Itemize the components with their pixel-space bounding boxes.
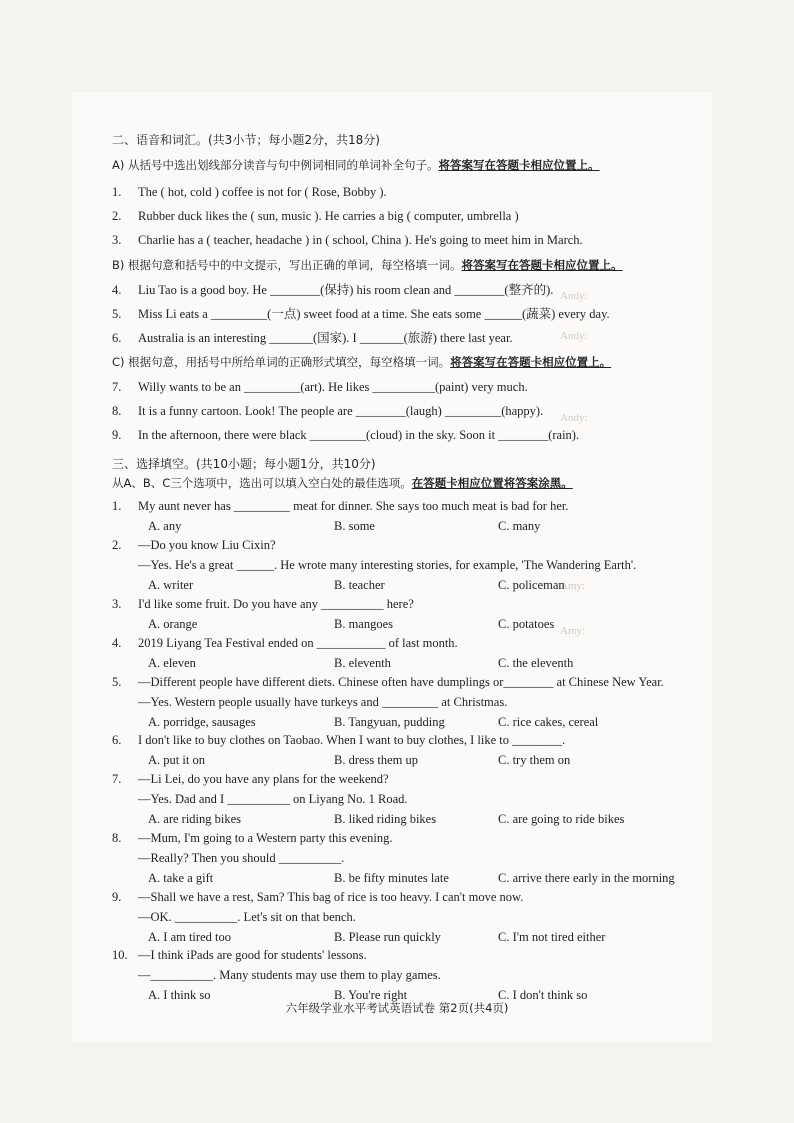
section-3-instruction: 从A、B、C三个选项中，选出可以填入空白处的最佳选项。在答题卡相应位置将答案涂黑。	[112, 476, 573, 490]
mcq-stem-line	[112, 967, 441, 983]
mcq-option-b: B. liked riding bikes	[334, 812, 437, 826]
q-a3: 3. Charlie has a ( teacher, headache ) in ( school, China ). He's going to meet him in March.	[112, 233, 583, 247]
bleed-through-text: Andy:	[560, 330, 588, 342]
mcq-option-a: A. take a gift	[148, 871, 214, 885]
mcq-stem-line	[112, 674, 664, 690]
mcq-option-b: B. Please run quickly	[334, 930, 441, 944]
q-c7: 7. Willy wants to be an _________(art). He likes __________(paint) very much.	[112, 380, 528, 394]
part-c-instruction: C) 根据句意，用括号中所给单词的正确形式填空，每空格填一词。将答案写在答题卡相应位置上。	[112, 355, 612, 369]
q-c8: 8. It is a funny cartoon. Look! The people are ________(laugh) _________(happy).	[112, 404, 544, 418]
mcq-stem-text: —OK. __________. Let's sit on that bench.	[138, 910, 356, 924]
mcq-number: 5.	[112, 675, 122, 689]
section-2-title: 二、语音和词汇。(共3小节；每小题2分，共18分)	[112, 133, 380, 147]
mcq-stem-line	[112, 947, 367, 963]
mcq-option-b: B. eleventh	[334, 656, 391, 670]
mcq-option-a: A. eleven	[148, 656, 196, 670]
mcq-stem-text: —Yes. He's a great ______. He wrote many interesting stories, for example, 'The Wandering Earth'.	[138, 558, 637, 572]
mcq-option-b: B. dress them up	[334, 753, 419, 767]
q-a1: 1. The ( hot, cold ) coffee is not for ( Rose, Bobby ).	[112, 185, 387, 199]
mcq-number: 10.	[112, 948, 128, 962]
mcq-stem-line	[112, 635, 458, 651]
mcq-option-a: A. writer	[148, 578, 194, 592]
mcq-option-c: C. I don't think so	[498, 988, 588, 1002]
mcq-stem-line	[112, 596, 414, 612]
q-b5: 5. Miss Li eats a _________(一点) sweet food at a time. She eats some ______(蔬菜) every day.	[112, 307, 610, 321]
mcq-stem-line	[112, 791, 408, 807]
mcq-stem-text: I'd like some fruit. Do you have any __________ here?	[138, 597, 414, 611]
mcq-option-b: B. be fifty minutes late	[334, 871, 449, 885]
mcq-stem-line	[112, 537, 276, 553]
mcq-stem-text: —Yes. Dad and I __________ on Liyang No. 1 Road.	[138, 792, 408, 806]
mcq-option-a: A. put it on	[148, 753, 205, 767]
q-a2: 2. Rubber duck likes the ( sun, music ). He carries a big ( computer, umbrella )	[112, 209, 519, 223]
mcq-stem-text: —Do you know Liu Cixin?	[138, 538, 276, 552]
mcq-stem-line	[112, 850, 344, 866]
section-3-title: 三、选择填空。(共10小题；每小题1分，共10分)	[112, 457, 376, 471]
mcq-stem-line	[112, 498, 568, 514]
mcq-option-a: A. are riding bikes	[148, 812, 242, 826]
mcq-option-c: C. try them on	[498, 753, 571, 767]
mcq-option-b: B. You're right	[334, 988, 408, 1002]
mcq-option-a: A. I think so	[148, 988, 211, 1002]
mcq-stem-line	[112, 732, 565, 748]
mcq-stem-text: —Li Lei, do you have any plans for the weekend?	[138, 772, 389, 786]
q-b4: 4. Liu Tao is a good boy. He ________(保持) his room clean and ________(整齐的).	[112, 283, 554, 297]
mcq-number: 4.	[112, 636, 122, 650]
mcq-option-c: C. are going to ride bikes	[498, 812, 625, 826]
mcq-stem-line	[112, 694, 507, 710]
mcq-number: 1.	[112, 499, 122, 513]
mcq-stem-text: —Mum, I'm going to a Western party this evening.	[138, 831, 393, 845]
mcq-option-a: A. I am tired too	[148, 930, 231, 944]
mcq-stem-text: —Shall we have a rest, Sam? This bag of rice is too heavy. I can't move now.	[138, 890, 524, 904]
mcq-option-a: A. orange	[148, 617, 198, 631]
mcq-stem-line	[112, 909, 356, 925]
mcq-number: 7.	[112, 772, 122, 786]
mcq-option-c: C. rice cakes, cereal	[498, 715, 599, 729]
part-a-instruction: A) 从括号中选出划线部分读音与句中例词相同的单词补全句子。将答案写在答题卡相应位置上。	[112, 158, 600, 172]
mcq-option-c: C. I'm not tired either	[498, 930, 606, 944]
mcq-stem-text: —Different people have different diets. Chinese often have dumplings or________ at Chinese New Year.	[138, 675, 664, 689]
mcq-stem-text: —I think iPads are good for students' lessons.	[138, 948, 367, 962]
q-b6: 6. Australia is an interesting _______(国家). I _______(旅游) there last year.	[112, 331, 513, 345]
mcq-stem-text: 2019 Liyang Tea Festival ended on ___________ of last month.	[138, 636, 458, 650]
mcq-stem-text: —Yes. Western people usually have turkeys and _________ at Christmas.	[138, 695, 508, 709]
mcq-option-a: A. any	[148, 519, 182, 533]
mcq-stem-text: —__________. Many students may use them to play games.	[138, 968, 441, 982]
bleed-through-text: Amy:	[560, 625, 586, 637]
mcq-option-c: C. potatoes	[498, 617, 555, 631]
mcq-stem-text: I don't like to buy clothes on Taobao. When I want to buy clothes, I like to ________.	[138, 733, 566, 747]
bleed-through-text: Andy:	[560, 412, 588, 424]
mcq-option-c: C. many	[498, 519, 541, 533]
mcq-stem-text: My aunt never has _________ meat for dinner. She says too much meat is bad for her.	[138, 499, 569, 513]
page-footer: 六年级学业水平考试英语试卷 第2页(共4页)	[285, 1001, 509, 1015]
mcq-option-c: C. policeman	[498, 578, 565, 592]
bleed-through-text: Andy:	[560, 290, 588, 302]
mcq-stem-line	[112, 557, 636, 573]
q-c9: 9. In the afternoon, there were black _________(cloud) in the sky. Soon it ________(rain).	[112, 428, 580, 442]
mcq-option-c: C. the eleventh	[498, 656, 574, 670]
bleed-through-text: Amy:	[560, 580, 586, 592]
mcq-number: 3.	[112, 597, 122, 611]
part-b-instruction: B) 根据句意和括号中的中文提示，写出正确的单词，每空格填一词。将答案写在答题卡相应位置上。	[112, 258, 623, 272]
mcq-number: 6.	[112, 733, 122, 747]
mcq-option-b: B. some	[334, 519, 375, 533]
mcq-stem-line	[112, 830, 392, 846]
mcq-stem-line	[112, 889, 523, 905]
mcq-number: 9.	[112, 890, 122, 904]
mcq-option-b: B. teacher	[334, 578, 385, 592]
mcq-option-a: A. porridge, sausages	[148, 715, 256, 729]
mcq-stem-line	[112, 771, 389, 787]
mcq-stem-text: —Really? Then you should __________.	[138, 851, 345, 865]
mcq-number: 2.	[112, 538, 122, 552]
mcq-option-b: B. Tangyuan, pudding	[334, 715, 445, 729]
mcq-option-b: B. mangoes	[334, 617, 394, 631]
mcq-number: 8.	[112, 831, 122, 845]
mcq-option-c: C. arrive there early in the morning	[498, 871, 675, 885]
